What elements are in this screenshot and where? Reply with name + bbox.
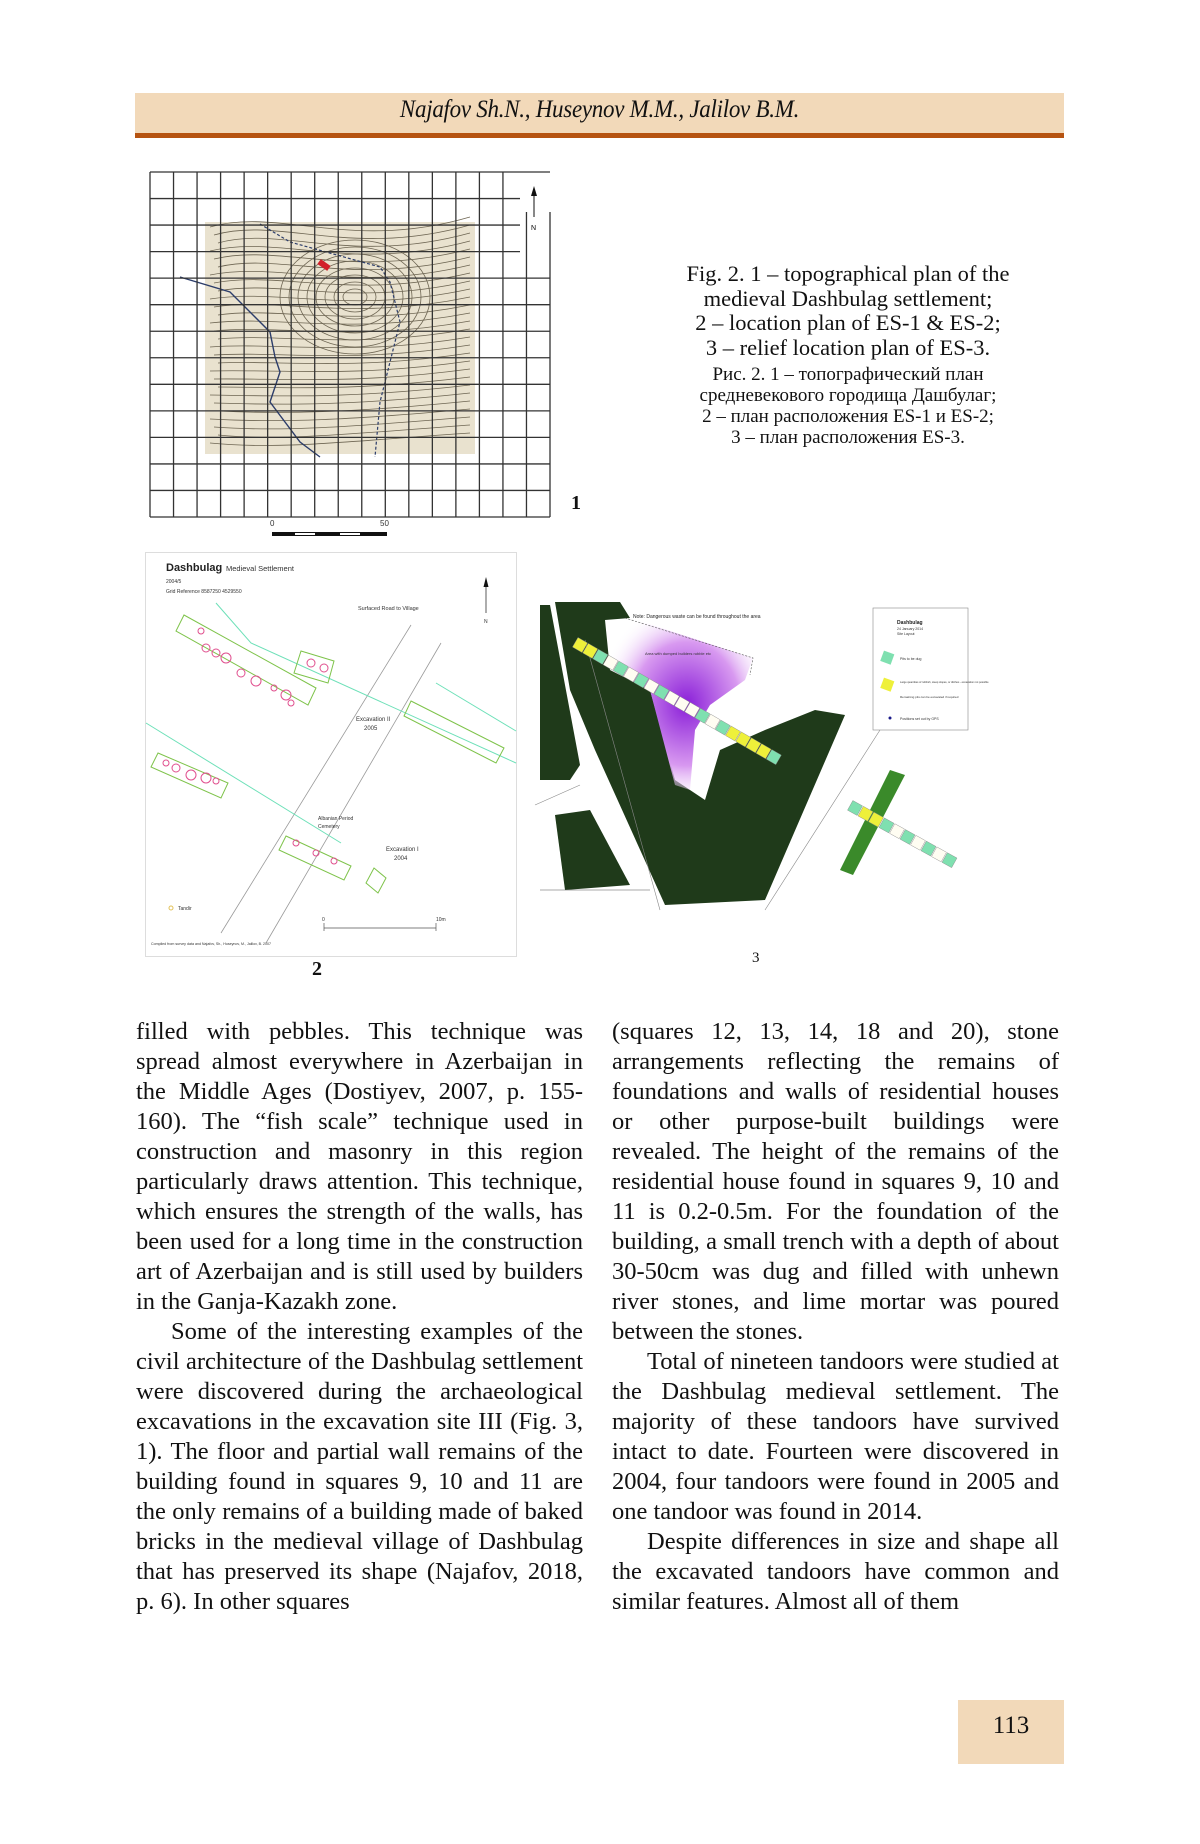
trench	[404, 701, 504, 763]
tandir-marker	[221, 653, 231, 663]
excavation2-year: 2005	[364, 726, 378, 732]
legend-item: Large quantities of rubbish, steep slopes, or ditches - excavation not possible	[900, 681, 989, 684]
map2-grid-reference: Grid Reference 8587250 4529550	[166, 589, 242, 595]
cemetery-label: Albanian Period	[318, 816, 354, 822]
paragraph: Total of nineteen tandoors were studied at the Dashbulag medieval settlement. The majority of these tandoors have survived intact to date. Fourteen were discovered in 2004, four tandoors were found in 2005 and one tandoor was found in 2014.	[612, 1348, 1059, 1525]
scale-start-label: 0	[270, 519, 275, 528]
figure-caption	[648, 262, 1048, 448]
contour-area	[180, 217, 475, 457]
map3-legend	[873, 608, 989, 730]
legend-layout: Site Layout	[897, 632, 915, 636]
panel-label-3: 3	[752, 950, 760, 966]
rubble-area-label: Area with dumped builders rubble etc	[645, 651, 712, 656]
map2-credit: Compiled from survey data and Najafov, Sh., Huseynov, M., Jalilov, B. 2007	[151, 942, 272, 946]
trench	[176, 615, 316, 705]
boundary-line	[146, 723, 341, 843]
map2-title-rest: Medieval Settlement	[226, 564, 294, 573]
caption-english	[648, 262, 1048, 360]
cemetery-label: Cemetery	[318, 824, 340, 830]
scale-start-label: 0	[322, 917, 325, 923]
scale-end-label: 50	[380, 519, 389, 528]
caption-en-line: medieval Dashbulag settlement;	[703, 285, 993, 311]
legend-item: Positions set out by GPS	[900, 717, 939, 721]
paragraph: filled with pebbles. This technique was spread almost everywhere in Azerbaijan in the Middle Ages (Dostiyev, 2007, p. 155-160). The “fish scale” technique used in construction and masonry in this region particularly draws attention. This technique, which ensures the strength of the walls, has been used for a long time in the construction art of Azerbaijan and is still used by builders in the Ganja-Kazakh zone.	[136, 1018, 583, 1315]
running-header-authors: Najafov Sh.N., Huseynov M.M., Jalilov B.M.	[399, 96, 800, 123]
tandir-marker	[186, 770, 196, 780]
road-label: Surfaced Road to Village	[358, 606, 419, 612]
tandir-marker	[201, 773, 211, 783]
boundary-line	[436, 683, 516, 731]
north-arrow-1	[531, 186, 537, 232]
trench	[366, 868, 386, 893]
paragraph: Some of the interesting examples of the civil architecture of the Dashbulag settlement were discovered during the archaeological excavations in the excavation site III (Fig. 3, 1). The floor and partial wall remains of the building found in squares 9, 10 and 11 are the only remains of a building made of baked bricks in the medieval village of Dashbulag that has preserved its shape (Najafov, 2018, p. 6). In other squares	[136, 1318, 583, 1615]
tandir-marker	[163, 760, 169, 766]
panel-label-1: 1	[571, 492, 581, 514]
excavation1-year: 2004	[394, 856, 408, 862]
legend-item: Remaining pits can be excavated if required	[900, 695, 959, 699]
scale-end-label: 10m	[436, 917, 446, 923]
tandir-marker	[320, 664, 328, 672]
body-left-column	[136, 1017, 583, 1617]
tandir-marker	[237, 669, 245, 677]
scale-bar-2	[322, 917, 446, 931]
tandir-marker	[213, 778, 219, 784]
excavation1-label: Excavation I	[386, 847, 419, 853]
road-edge	[535, 785, 580, 805]
north-label: N	[531, 225, 537, 232]
caption-ru-line: 3 – план расположения ES-3.	[731, 427, 965, 448]
tandir-legend-icon	[169, 906, 173, 910]
excavation2-label: Excavation II	[356, 717, 391, 723]
tandir-marker	[172, 764, 180, 772]
map2-title-bold: Dashbulag	[166, 562, 223, 574]
road-edge	[221, 625, 411, 933]
legend-date: 24 January 2014	[897, 627, 924, 631]
caption-ru-line: Рис. 2. 1 – топографический план	[712, 364, 984, 385]
caption-ru-line: средневекового городища Дашбулаг;	[699, 385, 997, 406]
trench	[151, 753, 228, 798]
topographic-plan-map	[150, 172, 565, 517]
legend-title: Dashbulag	[897, 620, 923, 626]
panel-label-2: 2	[312, 958, 322, 980]
paragraph: (squares 12, 13, 14, 18 and 20), stone arrangements reflecting the remains of foundations and walls of residential houses or other purpose-built buildings were revealed. The height of the remains of the residential house found in squares 9, 10 and 11 is 0.2-0.5m. For the foundation of the building, a small trench with a depth of about 30-50cm was dug and filled with unhewn river stones, and lime mortar was poured between the stones.	[612, 1018, 1059, 1345]
tandir-marker	[198, 628, 204, 634]
caption-en-line: Fig. 2. 1 – topographical plan of the	[686, 261, 1010, 286]
dark-ground-area	[555, 810, 630, 890]
tandir-marker	[251, 676, 261, 686]
map3-note: Note: Dangerous waste can be found throughout the area	[633, 614, 761, 620]
north-arrow-2	[484, 577, 489, 625]
legend-item: Pits to be dug	[900, 657, 922, 661]
header-rule	[135, 133, 1064, 138]
tandir-marker	[288, 700, 294, 706]
legend-gps-dot	[889, 717, 892, 720]
north-label: N	[484, 619, 488, 625]
caption-ru-line: 2 – план расположения ES-1 и ES-2;	[702, 406, 994, 427]
map2-code: 2004/5	[166, 579, 182, 585]
body-right-column	[612, 1017, 1059, 1617]
road-edge	[266, 643, 441, 943]
caption-en-line: 3 – relief location plan of ES-3.	[705, 334, 991, 360]
tandir-marker	[331, 858, 337, 864]
tandir-marker	[307, 659, 315, 667]
paragraph: Despite differences in size and shape all the excavated tandoors have common and similar features. Almost all of them	[612, 1528, 1059, 1615]
caption-en-line: 2 – location plan of ES-1 & ES-2;	[695, 310, 1001, 335]
scale-bar-1	[270, 518, 410, 540]
caption-russian	[648, 364, 1048, 448]
location-plan-map	[145, 552, 517, 957]
legend-tandir-label: Tandir	[178, 906, 192, 912]
relief-location-plan-map	[535, 590, 989, 910]
page-number: 113	[992, 1712, 1030, 1739]
